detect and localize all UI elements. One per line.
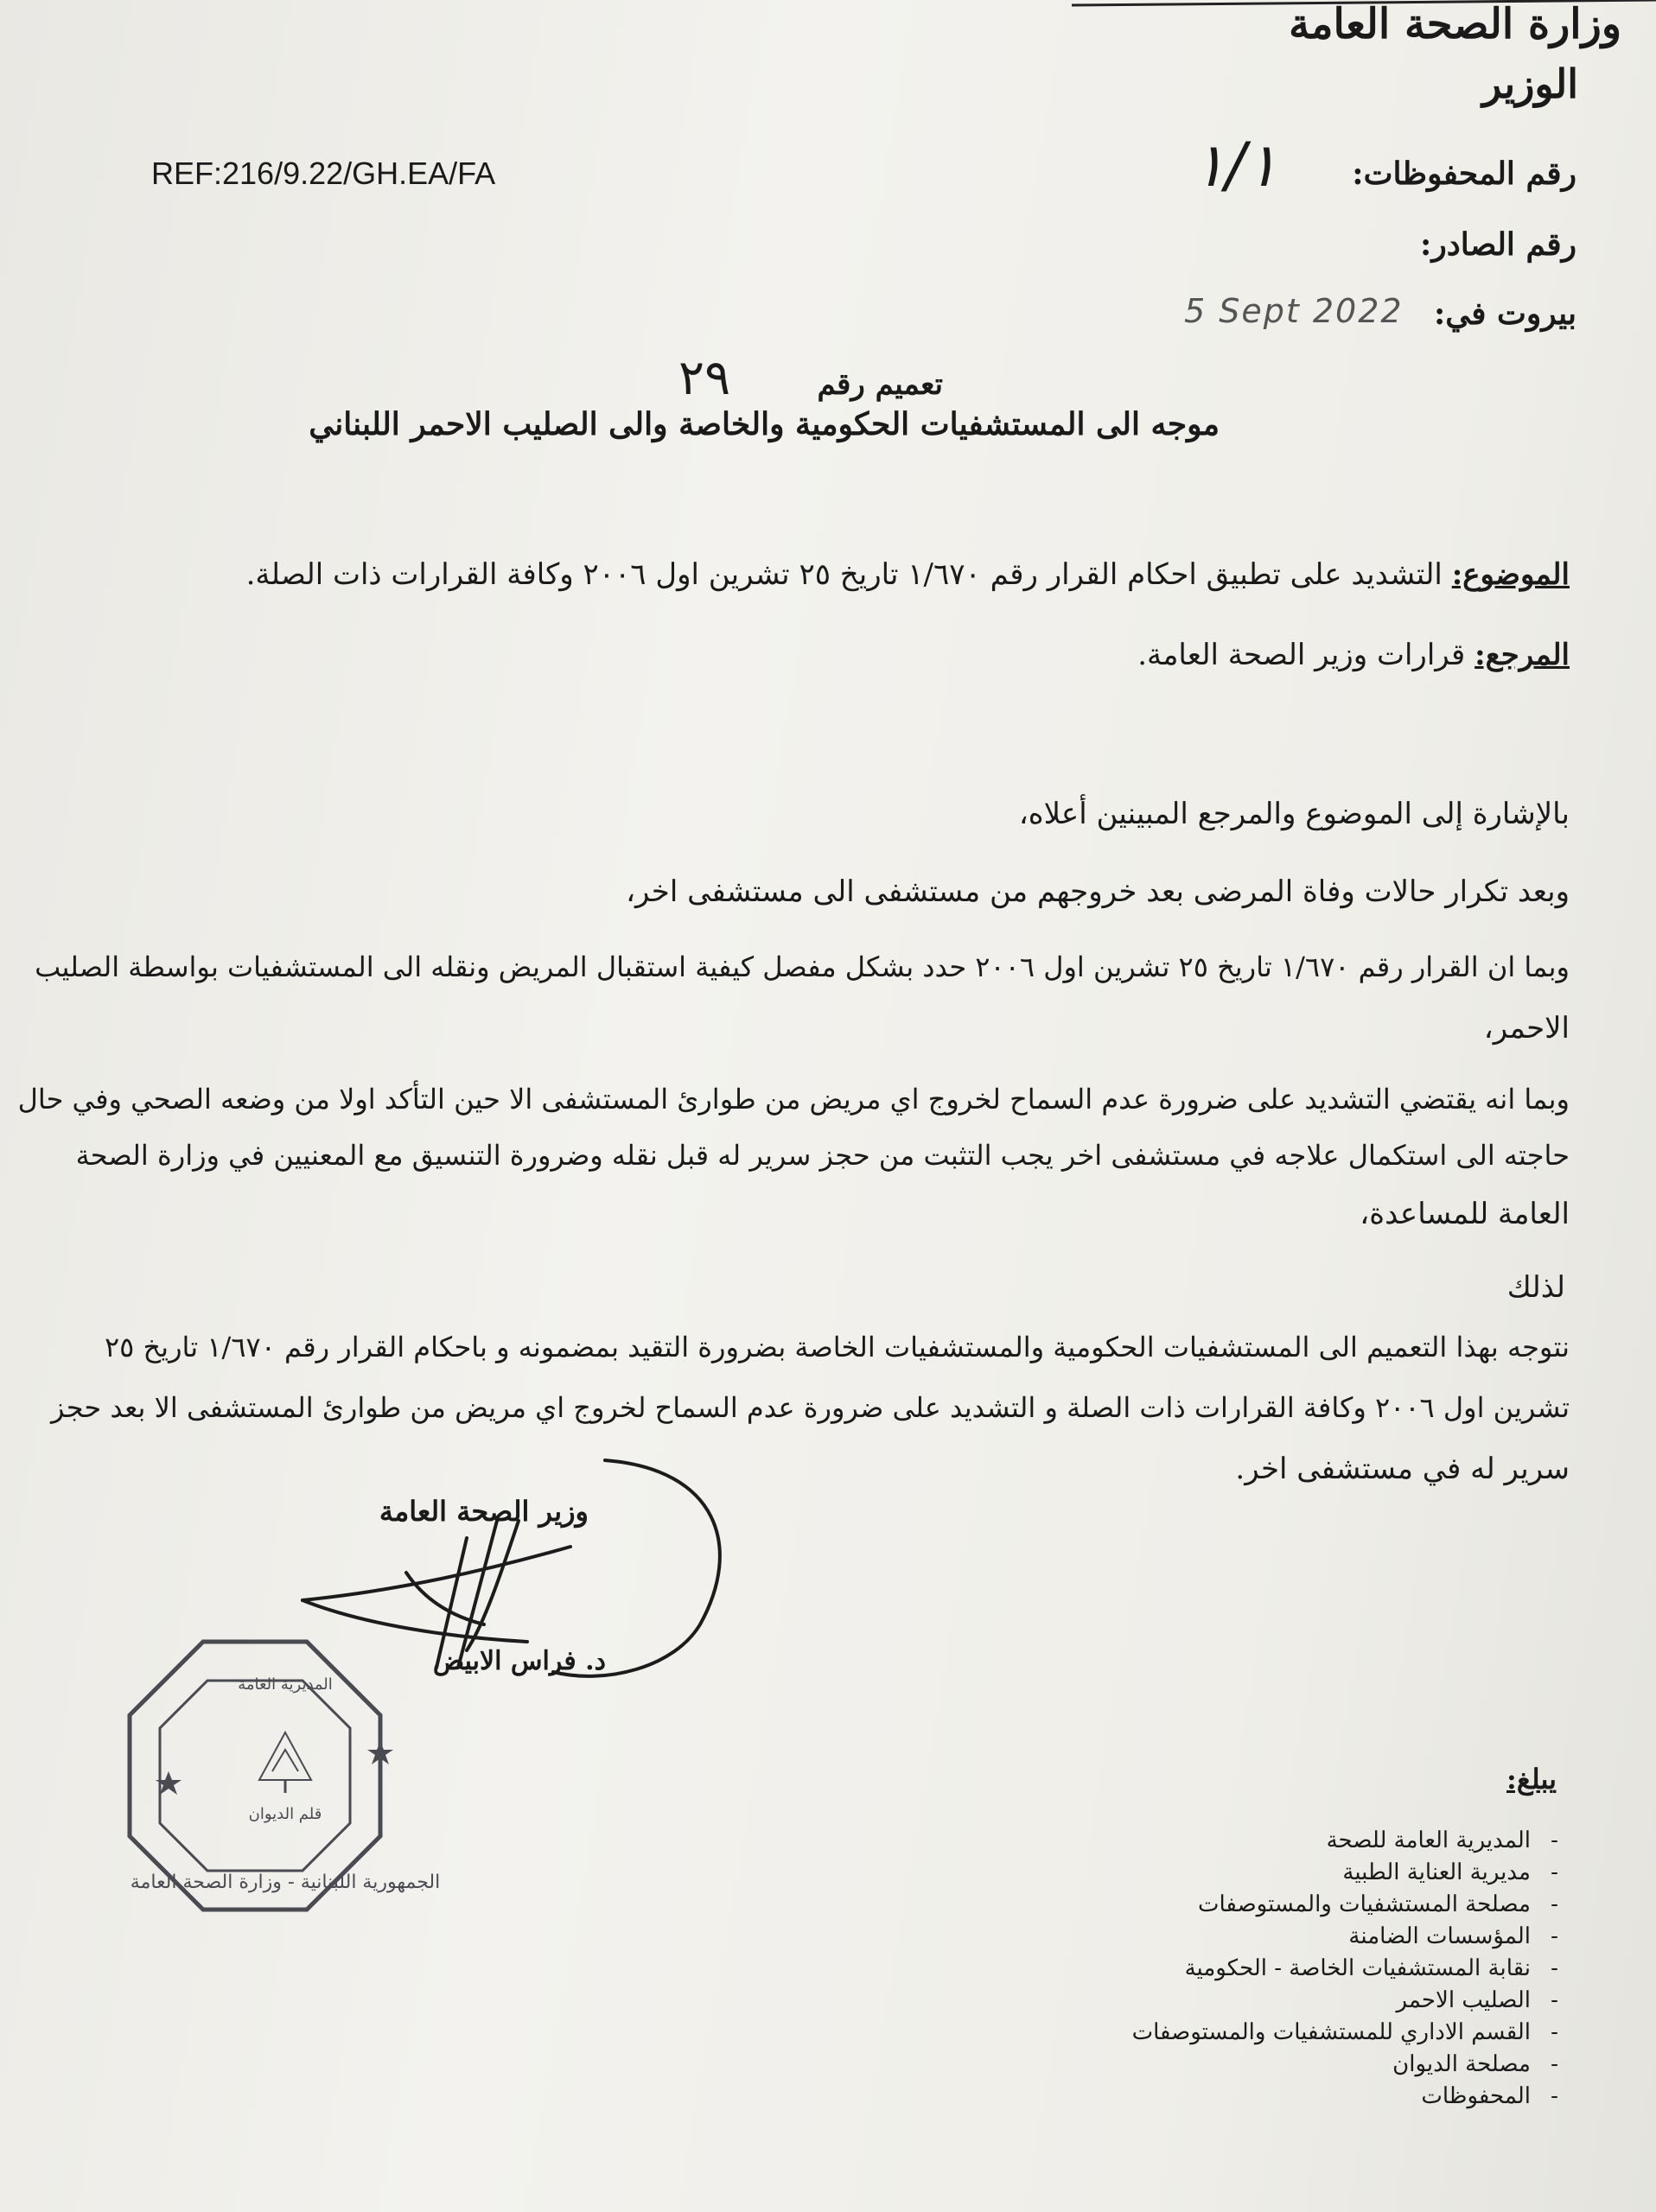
body-line: بالإشارة إلى الموضوع والمرجع المبينين أعلاه، bbox=[1018, 797, 1570, 831]
distribution-item: - الصليب الاحمر bbox=[1132, 1985, 1578, 2017]
date-stamp: 5 Sept 2022 bbox=[1184, 292, 1404, 330]
body-line: وبعد تكرار حالات وفاة المرضى بعد خروجهم من مستشفى الى مستشفى اخر، bbox=[626, 874, 1570, 909]
distribution-list bbox=[1132, 1825, 1578, 2113]
distribution-title: يبلغ: bbox=[1506, 1763, 1557, 1796]
signatory-name: د. فراس الابيض bbox=[432, 1646, 606, 1676]
archive-number-value: ١/١ bbox=[1193, 130, 1278, 200]
circular-addressee: موجه الى المستشفيات الحكومية والخاصة والى الصليب الاحمر اللبناني bbox=[309, 406, 1220, 442]
body-line: حاجته الى استكمال علاجه في مستشفى اخر يجب التثبت من حجز سرير له قبل نقله وضرورة التنسيق مع المعنيين في وزارة الصحة bbox=[75, 1139, 1570, 1172]
body-line: وبما انه يقتضي التشديد على ضرورة عدم السماح لخروج اي مريض من طوارئ المستشفى الا حين التأكد اولا من وضعه الصحي وفي حال bbox=[17, 1083, 1570, 1116]
subject-text: التشديد على تطبيق احكام القرار رقم ١/٦٧٠ تاريخ ٢٥ تشرين اول ٢٠٠٦ وكافة القرارات ذات الصلة. bbox=[245, 557, 1443, 592]
ministry-name: وزارة الصحة العامة bbox=[1289, 0, 1621, 48]
distribution-item: - نقابة المستشفيات الخاصة - الحكومية bbox=[1132, 1953, 1578, 1985]
body-line: الاحمر، bbox=[1483, 1011, 1570, 1046]
minister-heading: الوزير bbox=[1482, 60, 1578, 107]
reference-code: REF:216/9.22/GH.EA/FA bbox=[151, 156, 496, 191]
distribution-item: - القسم الاداري للمستشفيات والمستوصفات bbox=[1132, 2017, 1578, 2049]
seal-outer-text: الجمهورية اللبنانية - وزارة الصحة العامة bbox=[130, 1872, 441, 1893]
seal-inner-text: المديرية العامة bbox=[238, 1675, 333, 1694]
body-line: لذلك bbox=[1506, 1270, 1565, 1305]
circular-label: تعميم رقم bbox=[817, 367, 943, 402]
distribution-item: - مصلحة المستشفيات والمستوصفات bbox=[1132, 1889, 1578, 1921]
subject-label: الموضوع: bbox=[1451, 557, 1570, 592]
reference-text: قرارات وزير الصحة العامة. bbox=[1137, 638, 1466, 672]
body-line: وبما ان القرار رقم ١/٦٧٠ تاريخ ٢٥ تشرين اول ٢٠٠٦ حدد بشكل مفصل كيفية استقبال المريض ونقله الى المستشفيات بواسطة الصليب bbox=[35, 950, 1570, 983]
body-line: العامة للمساعدة، bbox=[1360, 1197, 1570, 1231]
distribution-item: - المديرية العامة للصحة bbox=[1132, 1825, 1578, 1857]
distribution-item: - مديرية العناية الطبية bbox=[1132, 1857, 1578, 1889]
seal-center-text: قلم الديوان bbox=[248, 1805, 322, 1823]
distribution-item: - المؤسسات الضامنة bbox=[1132, 1921, 1578, 1953]
body-line: تشرين اول ٢٠٠٦ وكافة القرارات ذات الصلة و التشديد على ضرورة عدم السماح لخروج اي مريض من طوارئ المستشفى الا بعد حجز bbox=[51, 1391, 1570, 1424]
reference-label: المرجع: bbox=[1474, 638, 1570, 672]
outgoing-number-label: رقم الصادر: bbox=[1420, 226, 1576, 263]
distribution-item: - المحفوظات bbox=[1132, 2081, 1578, 2113]
body-line: نتوجه بهذا التعميم الى المستشفيات الحكومية والمستشفيات الخاصة بضرورة التقيد بمضمونه و باحكام القرار رقم ١/٦٧٠ تاريخ ٢٥ bbox=[104, 1331, 1570, 1363]
body-line: سرير له في مستشفى اخر. bbox=[1235, 1452, 1570, 1486]
signatory-title: وزير الصحة العامة bbox=[379, 1495, 589, 1528]
distribution-item: - مصلحة الديوان bbox=[1132, 2049, 1578, 2081]
archive-number-label: رقم المحفوظات: bbox=[1352, 156, 1576, 192]
place-date-label: بيروت في: bbox=[1433, 296, 1576, 332]
circular-number: ٢٩ bbox=[678, 350, 731, 406]
